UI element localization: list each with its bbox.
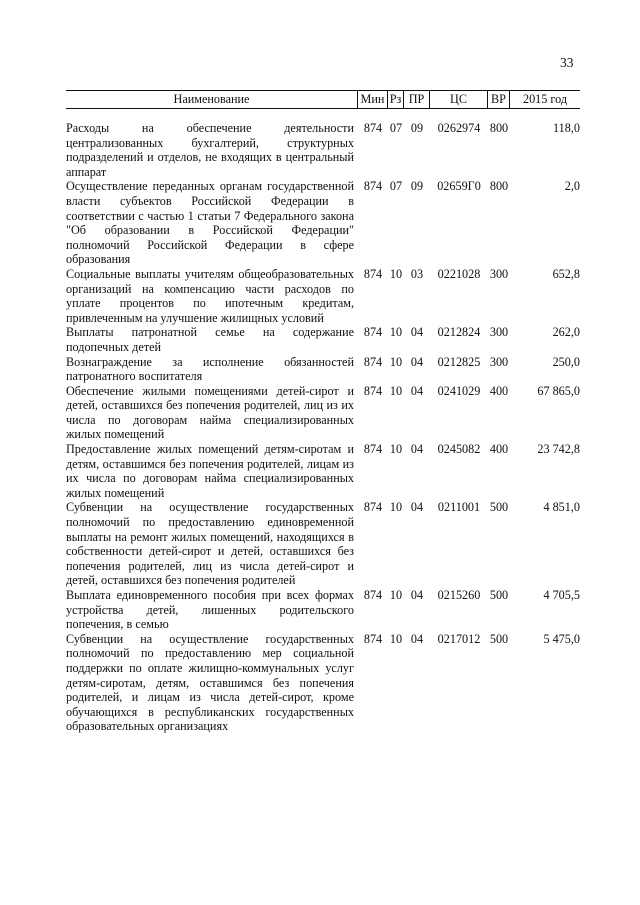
row-amount: 652,8 [552,266,580,281]
row-vr: 300 [489,325,509,340]
table-row [66,632,580,734]
row-amount: 67 865,0 [537,383,580,398]
row-rz: 10 [389,631,403,646]
row-pr: 04 [410,500,424,515]
row-cs: 0212824 [437,325,481,340]
row-pr: 04 [410,325,424,340]
row-name: Обеспечение жилыми помещениями детей-сирот и детей, оставшихся без попечения родителей, лиц из их числа по договорам найма специализированных жилых помещений [66,383,354,442]
row-rz: 07 [389,179,403,194]
row-amount: 118,0 [553,121,580,135]
row-rz: 10 [389,442,403,457]
row-vr: 500 [489,631,509,646]
header-rz: Рз [388,91,404,108]
row-rz: 10 [389,500,403,515]
row-min: 874 [363,179,383,194]
row-pr: 03 [410,266,424,281]
table-row [66,179,580,267]
row-amount: 262,0 [552,325,580,340]
page-number: 33 [560,55,574,70]
row-name: Социальные выплаты учителям общеобразовательных организаций на компенсацию части расходов по уплате процентов по ипотечным кредитам, привлеченным на улучшение жилищных условий [66,266,354,325]
row-pr: 04 [410,588,424,602]
header-pr: ПР [404,91,430,108]
table-body [66,121,580,734]
header-cs: ЦС [430,91,488,108]
table-header [66,90,580,109]
row-cs: 0217012 [437,631,481,646]
table-row [66,442,580,500]
table-row [66,355,580,384]
row-vr: 400 [489,383,509,398]
row-amount: 2,0 [564,179,580,194]
row-vr: 800 [489,121,509,135]
row-amount: 4 851,0 [543,500,580,515]
row-min: 874 [363,325,383,340]
row-pr: 09 [410,179,424,194]
row-amount: 23 742,8 [537,442,580,457]
table-row [66,588,580,632]
table-row [66,384,580,442]
table-row [66,267,580,325]
budget-table [66,90,580,734]
row-min: 874 [363,500,383,515]
row-name: Субвенции на осуществление государственных полномочий по предоставлению мер социальной поддержки по оплате жилищно-коммунальных услуг детям-сиротам, детям, оставшимся без попечения родителей, и лицам из числа детей-сирот, кроме обучающихся в республиканских государственных образовательных организациях [66,631,354,734]
row-min: 874 [363,588,383,602]
row-vr: 500 [489,500,509,515]
row-pr: 04 [410,631,424,646]
row-name: Выплаты патронатной семье на содержание подопечных детей [66,325,354,354]
row-vr: 500 [489,588,509,602]
row-rz: 10 [389,588,403,602]
row-amount: 5 475,0 [543,631,580,646]
row-pr: 04 [410,354,424,369]
row-name: Расходы на обеспечение деятельности централизованных бухгалтерий, структурных подразделений и отделов, не входящих в центральный аппарат [66,121,354,179]
row-cs: 02659Г0 [437,179,481,194]
row-pr: 04 [410,442,424,457]
row-min: 874 [363,354,383,369]
row-rz: 10 [389,325,403,340]
row-name: Вознаграждение за исполнение обязанностей патронатного воспитателя [66,354,354,384]
row-cs: 0211001 [437,500,481,515]
row-rz: 10 [389,354,403,369]
row-name: Осуществление переданных органам государственной власти субъектов Российской Федерации в соответствии с частью 1 статьи 7 Федерального закона "Об образовании в Российской Федерации" полномочий Российской Федерации в сфере образования [66,179,354,267]
row-rz: 07 [389,121,403,135]
row-rz: 10 [389,266,403,281]
header-year: 2015 год [522,92,568,106]
row-cs: 0221028 [437,266,481,281]
row-vr: 300 [489,266,509,281]
row-min: 874 [363,442,383,457]
table-row [66,500,580,588]
row-name: Субвенции на осуществление государственных полномочий по предоставлению единовременной выплаты на ремонт жилых помещений, находящихся в собственности детей-сирот и детей, оставшихся без попечения родителей, лиц из числа детей-сирот и детей, оставшихся без попечения родителей [66,500,354,588]
row-vr: 800 [489,179,509,194]
row-name: Предоставление жилых помещений детям-сиротам и детям, оставшимся без попечения родителей, лицам из их числа по договорам найма специализированных жилых помещений [66,442,354,500]
row-pr: 09 [410,121,424,135]
header-min: Мин [358,91,388,108]
row-amount: 4 705,5 [543,588,580,602]
row-cs: 0241029 [437,383,481,398]
row-min: 874 [363,383,383,398]
row-pr: 04 [410,383,424,398]
row-cs: 0215260 [437,588,481,602]
row-min: 874 [363,121,383,135]
row-cs: 0262974 [437,121,481,135]
row-name: Выплата единовременного пособия при всех формах устройства детей, лишенных родительского попечения, в семью [66,588,354,632]
header-name: Наименование [66,91,358,108]
row-cs: 0245082 [437,442,481,457]
row-rz: 10 [389,383,403,398]
table-row [66,121,580,179]
row-min: 874 [363,266,383,281]
table-row [66,325,580,354]
row-amount: 250,0 [552,354,580,369]
header-vr: ВР [488,91,510,108]
row-vr: 400 [489,442,509,457]
row-vr: 300 [489,354,509,369]
row-min: 874 [363,631,383,646]
row-cs: 0212825 [437,354,481,369]
